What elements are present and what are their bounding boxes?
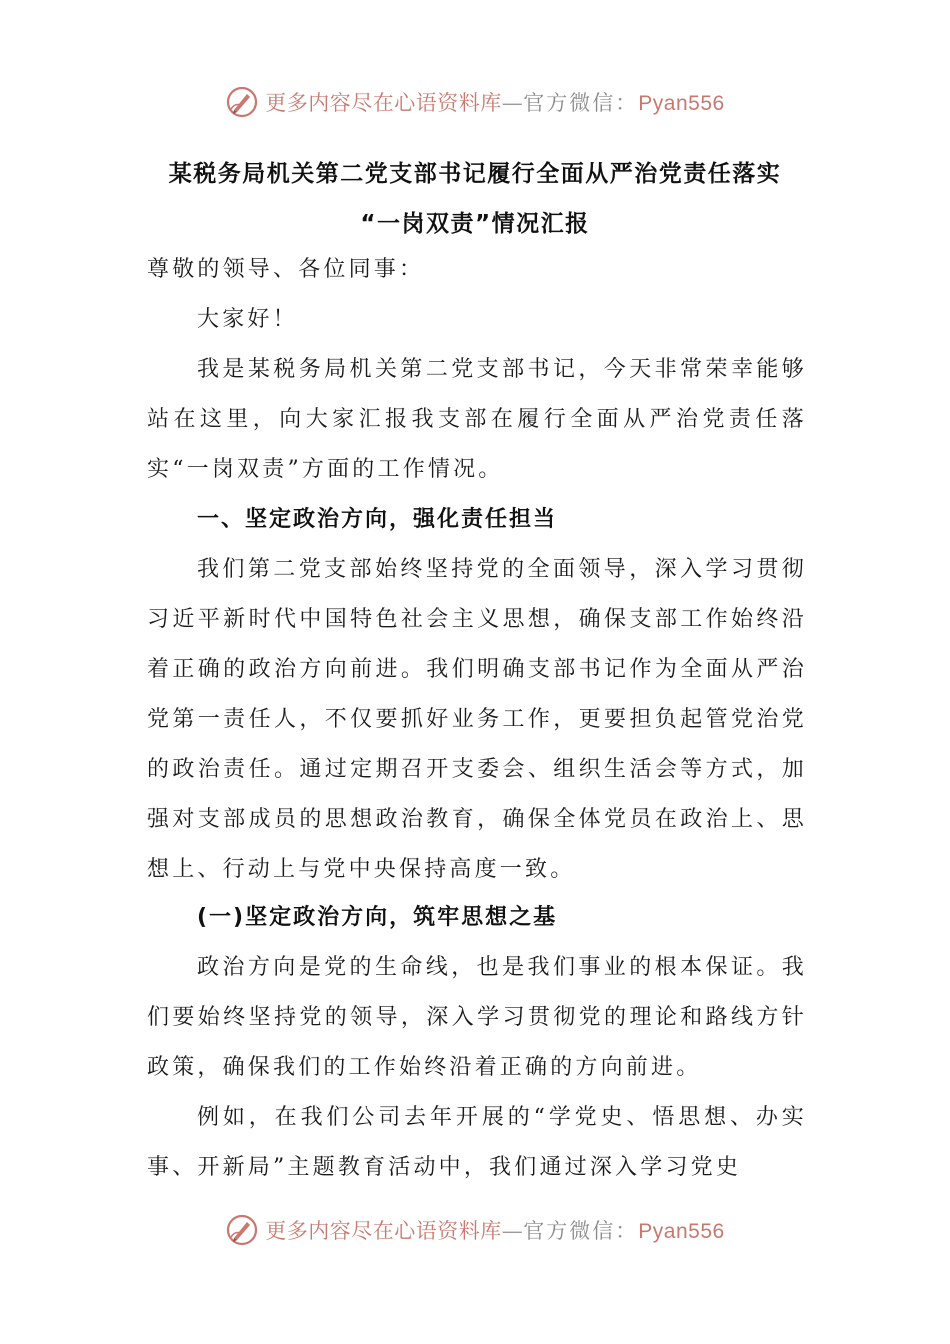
banner-site-text: 更多内容尽在心语资料库: [265, 91, 502, 115]
banner-dash: —: [501, 91, 524, 115]
banner-wechat-label: 官方微信：: [523, 1219, 639, 1243]
pen-circle-logo-icon: [225, 85, 259, 119]
document-title-line2: “一岗双责”情况汇报: [360, 211, 590, 237]
subsection-1-paragraph: 政治方向是党的生命线，也是我们事业的根本保证。我们要始终坚持党的领导，深入学习贯彻党的理论和路线方针政策，确保我们的工作始终沿着正确的方向前进。: [147, 955, 807, 1080]
intro-paragraph: 我是某税务局机关第二党支部书记，今天非常荣幸能够站在这里，向大家汇报我支部在履行全面从严治党责任落实“一岗双责”方面的工作情况。: [147, 357, 807, 482]
subsection-heading-1: (一)坚定政治方向，筑牢思想之基: [197, 905, 558, 930]
banner-site-text: 更多内容尽在心语资料库: [265, 1219, 502, 1243]
header-watermark-banner: [0, 82, 950, 122]
banner-wechat-id: Pyan556: [638, 92, 725, 115]
salutation: 尊敬的领导、各位同事：: [147, 257, 425, 282]
footer-watermark-text: [265, 1215, 724, 1245]
banner-wechat-label: 官方微信：: [523, 91, 639, 115]
footer-watermark-banner: [0, 1210, 950, 1250]
example-paragraph: 例如，在我们公司去年开展的“学党史、悟思想、办实事、开新局”主题教育活动中，我们通过深入学习党史: [147, 1105, 807, 1180]
pen-circle-logo-icon: [225, 1213, 259, 1247]
section-1-paragraph: 我们第二党支部始终坚持党的全面领导，深入学习贯彻习近平新时代中国特色社会主义思想，确保支部工作始终沿着正确的政治方向前进。我们明确支部书记作为全面从严治党第一责任人，不仅要抓好业务工作，更要担负起管党治党的政治责任。通过定期召开支委会、组织生活会等方式，加强对支部成员的思想政治教育，确保全体党员在政治上、思想上、行动上与党中央保持高度一致。: [147, 557, 807, 882]
section-heading-1: 一、坚定政治方向，强化责任担当: [197, 507, 558, 532]
header-watermark-text: [265, 87, 724, 117]
greeting: 大家好！: [197, 307, 298, 332]
document-title-line1: 某税务局机关第二党支部书记履行全面从严治党责任落实: [168, 161, 782, 187]
banner-dash: —: [501, 1219, 524, 1243]
banner-wechat-id: Pyan556: [638, 1220, 725, 1243]
